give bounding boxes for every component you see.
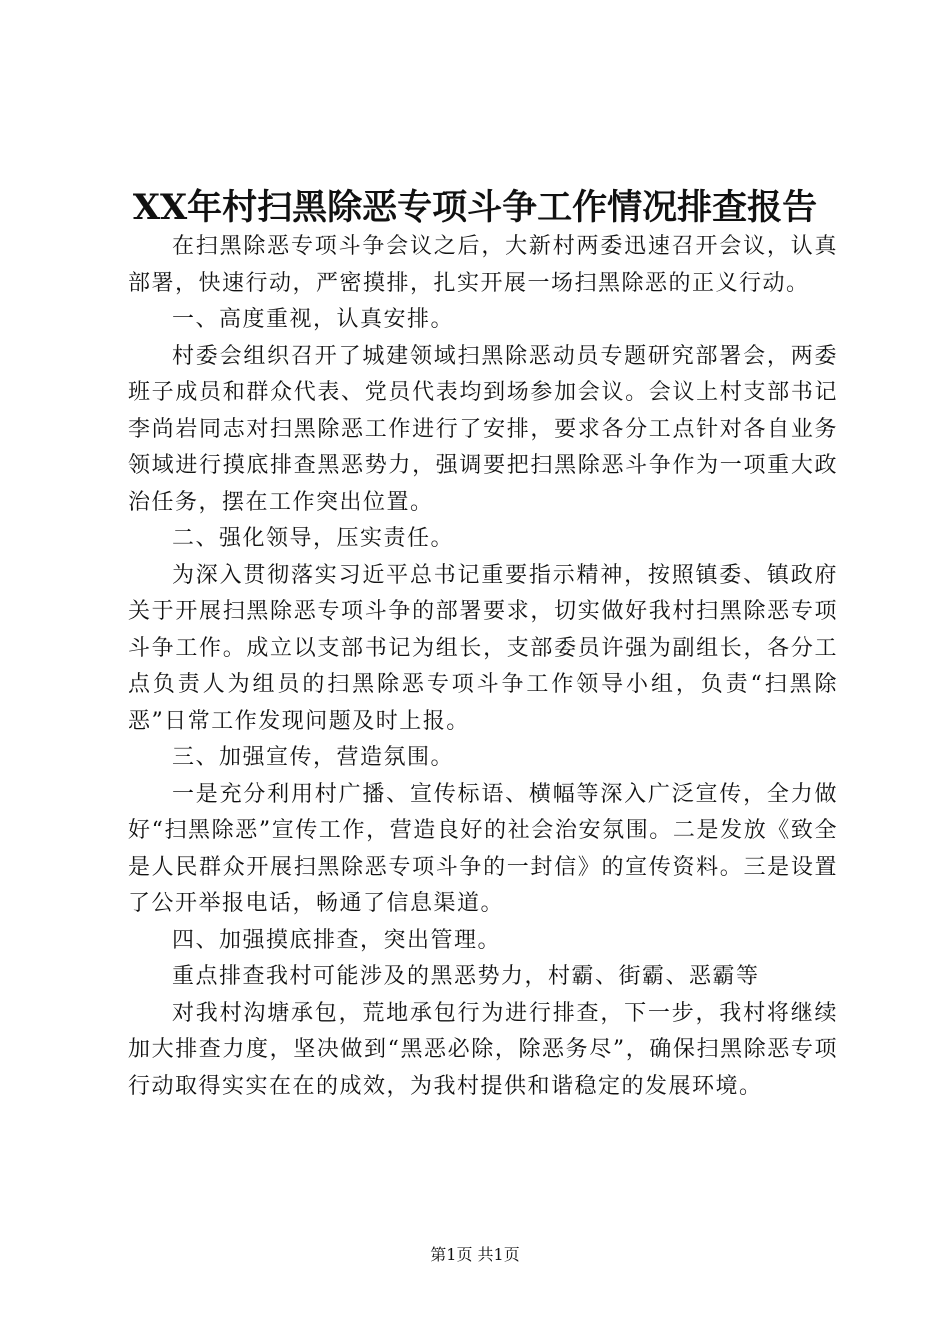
- page-footer: 第1页 共1页: [430, 1245, 520, 1264]
- section-heading-3: 三、加强宣传，营造氛围。: [172, 745, 455, 770]
- paragraph-section-2: 为深入贯彻落实习近平总书记重要指示精神，按照镇委、镇政府关于开展扫黑除恶专项斗争的部署要求，切实做好我村扫黑除恶专项斗争工作。成立以支部书记为组长，支部委员许强为副组长，各分工点负责人为组员的扫黑除恶专项斗争工作领导小组，负责“扫黑除恶”日常工作发现问题及时上报。: [128, 562, 838, 734]
- paragraph-section-3: 一是充分利用村广播、宣传标语、横幅等深入广泛宣传，全力做好“扫黑除恶”宣传工作，营造良好的社会治安氛围。二是发放《致全是人民群众开展扫黑除恶专项斗争的一封信》的宣传资料。三是设置了公开举报电话，畅通了信息渠道。: [128, 781, 838, 916]
- paragraph-section-1: 村委会组织召开了城建领域扫黑除恶动员专题研究部署会，两委班子成员和群众代表、党员代表均到场参加会议。会议上村支部书记李尚岩同志对扫黑除恶工作进行了安排，要求各分工点针对各自业务领域进行摸底排查黑恶势力，强调要把扫黑除恶斗争作为一项重大政治任务，摆在工作突出位置。: [128, 343, 838, 515]
- paragraph-section-4b: 对我村沟塘承包，荒地承包行为进行排查，下一步，我村将继续加大排查力度，坚决做到“黑恶必除，除恶务尽”，确保扫黑除恶专项行动取得实实在在的成效，为我村提供和谐稳定的发展环境。: [128, 1000, 838, 1099]
- document-body: [128, 229, 838, 1105]
- section-heading-2: 二、强化领导，压实责任。: [172, 526, 455, 551]
- section-heading-4: 四、加强摸底排查，突出管理。: [172, 927, 502, 953]
- paragraph-intro: 在扫黑除恶专项斗争会议之后，大新村两委迅速召开会议，认真部署，快速行动，严密摸排，扎实开展一场扫黑除恶的正义行动。: [128, 234, 838, 296]
- document-title: XX年村扫黑除恶专项斗争工作情况排查报告: [132, 187, 818, 228]
- section-heading-1: 一、高度重视，认真安排。: [172, 307, 455, 332]
- paragraph-section-4a: 重点排查我村可能涉及的黑恶势力，村霸、街霸、恶霸等: [172, 964, 760, 989]
